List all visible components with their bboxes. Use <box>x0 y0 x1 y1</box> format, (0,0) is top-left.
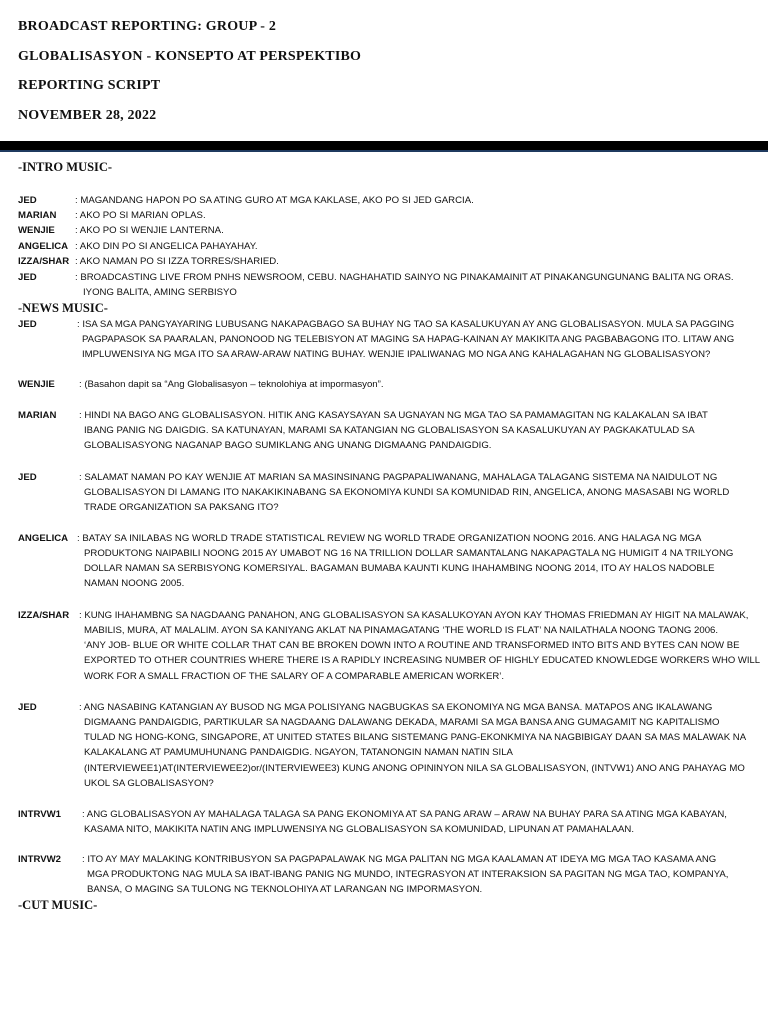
dialogue-line: : AKO NAMAN PO SI IZZA TORRES/SHARIED. <box>75 256 279 267</box>
dialogue-line: NAMAN NOONG 2005. <box>84 578 185 589</box>
dialogue-line: (INTERVIEWEE1)AT(INTERVIEWEE2)or/(INTERVIEWEE3) KUNG ANONG OPININYON NILA SA GLOBALISASYON, (INTVW1) ANO ANG PAHAYAG MO <box>84 763 745 774</box>
dialogue-line: IMPLUWENSIYA NG MGA ITO SA ARAW-ARAW NATING BUHAY. WENJIE IPALIWANAG MO NGA ANG KAHALAGAHAN NG GLOBALISASYON? <box>82 349 711 360</box>
dialogue-line: TRADE ORGANIZATION SA PAKSANG ITO? <box>84 502 279 513</box>
speaker-label: MARIAN <box>18 410 57 421</box>
dialogue-line: PAGPAPASOK SA PAARALAN, PANONOOD NG TELEBISYON AT MAGING SA HAPAG-KAINAN AY MAKIKITA ANG PAGBABAGONG ITO. LITAW ANG <box>82 334 735 345</box>
speaker-label: IZZA/SHAR <box>18 256 70 267</box>
dialogue-line: GLOBALISASYON DI LAMANG ITO NAKAKIKINABANG SA EKONOMIYA KUNDI SA KOMUNIDAD RIN, ANGELICA, ANONG MASASABI NG WORLD <box>84 487 730 498</box>
dialogue-line: : ANG GLOBALISASYON AY MAHALAGA TALAGA SA PANG EKONOMIYA AT SA PANG ARAW – ARAW NA BUHAY PARA SA ATING MGA KABAYAN, <box>82 809 727 820</box>
dialogue-line: : KUNG IHAHAMBNG SA NAGDAANG PANAHON, ANG GLOBALISASYON SA KASALUKOYAN AYON KAY THOMAS FRIEDMAN AY HIGIT NA MALAWAK, <box>79 610 749 621</box>
speaker-label: WENJIE <box>18 225 55 236</box>
dialogue-line: : MAGANDANG HAPON PO SA ATING GURO AT MGA KAKLASE, AKO PO SI JED GARCIA. <box>75 195 474 206</box>
dialogue-line: PRODUKTONG NAIPABILI NOONG 2015 AY UMABOT NG 16 NA TRILLION DOLLAR SAMANTALANG NAKAPAGTALA NG HUMIGIT 4 NA TRILYONG <box>84 548 734 559</box>
dialogue-line: GLOBALISASYONG NAGANAP BAGO SUMIKLANG ANG UNANG DIGMAANG PANDAIGDIG. <box>84 440 492 451</box>
dialogue-line: : (Basahon dapit sa “Ang Globalisasyon – teknolohiya at impormasyon”. <box>79 379 384 390</box>
dialogue-line: DOLLAR NAMAN SA SERBISYONG KOMERSIYAL. BAGAMAN BUMABA KAUNTI KUNG IHAHAMBING NOONG 2014, ITO AY HALOS NADOBLE <box>84 563 715 574</box>
dialogue-line: IBANG PANIG NG DAIGDIG. SA KATUNAYAN, MARAMI SA KATANGIAN NG GLOBALISASYON SA KASALUKUYAN AY PAGKAKATULAD SA <box>84 425 695 436</box>
dialogue-line: EXPORTED TO OTHER COUNTRIES WHERE THERE IS A RAPIDLY INCREASING NUMBER OF HIGHLY EDUCATED KNOWLEDGE WORKERS WHO WILL <box>84 655 761 666</box>
dialogue-line: KALAKALANG AT PAMUMUHUNANG PANDAIGDIG. NGAYON, TATANONGIN NAMAN NATIN SILA <box>84 747 513 758</box>
dialogue-line: : AKO PO SI MARIAN OPLAS. <box>75 210 206 221</box>
dialogue-line: : BATAY SA INILABAS NG WORLD TRADE STATISTICAL REVIEW NG WORLD TRADE ORGANIZATION NOONG 2016. ANG HALAGA NG MGA <box>77 533 702 544</box>
dialogue-line: : ISA SA MGA PANGYAYARING LUBUSANG NAKAPAGBAGO SA BUHAY NG TAO SA KASALUKUYAN AY ANG GLOBALISASYON. MULA SA PAGGING <box>77 319 735 330</box>
speaker-label: JED <box>18 702 37 713</box>
dialogue-line: : AKO PO SI WENJIE LANTERNA. <box>75 225 224 236</box>
dialogue-line: : ITO AY MAY MALAKING KONTRIBUSYON SA PAGPAPALAWAK NG MGA PALITAN NG MGA KAALAMAN AT IDEYA MG MGA TAO KASAMA ANG <box>82 854 717 865</box>
dialogue-line: : HINDI NA BAGO ANG GLOBALISASYON. HITIK ANG KASAYSAYAN SA UGNAYAN NG MGA TAO SA PAMAMAGITAN NG KALAKALAN SA IBAT <box>79 410 708 421</box>
header-divider <box>0 141 768 152</box>
dialogue-line: BANSA, O MAGING SA TULONG NG TEKNOLOHIYA AT LARANGAN NG IMPORMASYON. <box>87 884 483 895</box>
dialogue-line: : AKO DIN PO SI ANGELICA PAHAYAHAY. <box>75 241 258 252</box>
header-date: NOVEMBER 28, 2022 <box>18 108 157 123</box>
cut-music-cue: -CUT MUSIC- <box>18 898 98 912</box>
speaker-label: ANGELICA <box>18 533 69 544</box>
speaker-label: INTRVW2 <box>18 854 61 865</box>
dialogue-line: ‘ANY JOB- BLUE OR WHITE COLLAR THAT CAN BE BROKEN DOWN INTO A ROUTINE AND TRANSFORMED INTO BITS AND BYTES CAN NOW BE <box>84 640 740 651</box>
speaker-label: JED <box>18 195 37 206</box>
speaker-label: JED <box>18 319 37 330</box>
dialogue-line: MGA PRODUKTONG NAG MULA SA IBAT-IBANG PANIG NG MUNDO, INTEGRASYON AT INTERAKSION SA PAGITAN NG MGA TAO, KOMPANYA, <box>87 869 729 880</box>
speaker-label: INTRVW1 <box>18 809 61 820</box>
dialogue-line: DIGMAANG PANDAIGDIG, PARTIKULAR SA NAGDAANG DALAWANG DEKADA, MARAMI SA MGA BANSA ANG GUMAGAMIT NG KAPITALISMO <box>84 717 720 728</box>
speaker-label: MARIAN <box>18 210 57 221</box>
header-group: BROADCAST REPORTING: GROUP - 2 <box>18 19 277 34</box>
dialogue-line: WORK FOR A SMALL FRACTION OF THE SALARY OF A COMPARABLE AMERICAN WORKER’. <box>84 671 505 682</box>
dialogue-line: : BROADCASTING LIVE FROM PNHS NEWSROOM, CEBU. NAGHAHATID SAINYO NG PINAKAMAINIT AT PINAKANGUNGUNANG BALITA NG ORAS. <box>75 272 734 283</box>
header-topic: GLOBALISASYON - KONSEPTO AT PERSPEKTIBO <box>18 49 362 64</box>
intro-music-cue: -INTRO MUSIC- <box>18 160 113 174</box>
dialogue-line: UKOL SA GLOBALISASYON? <box>84 778 214 789</box>
dialogue-line: IYONG BALITA, AMING SERBISYO <box>83 287 237 298</box>
dialogue-line: : ANG NASABING KATANGIAN AY BUSOD NG MGA POLISIYANG NAGBUGKAS SA EKONOMIYA NG MGA BANSA. MATAPOS ANG IKALAWANG <box>79 702 713 713</box>
news-music-cue: -NEWS MUSIC- <box>18 301 108 315</box>
speaker-label: ANGELICA <box>18 241 69 252</box>
speaker-label: IZZA/SHAR <box>18 610 70 621</box>
dialogue-line: MABILIS, MURA, AT MALALIM. AYON SA KANIYANG AKLAT NA PINAMAGATANG ‘THE WORLD IS FLAT’ NA NAILATHALA NOONG TAONG 2006. <box>84 625 719 636</box>
dialogue-line: : SALAMAT NAMAN PO KAY WENJIE AT MARIAN SA MASINSINANG PAGPAPALIWANANG, MAHALAGA TALAGANG SISTEMA NA NAIDULOT NG <box>79 472 718 483</box>
header-script-type: REPORTING SCRIPT <box>18 78 161 93</box>
dialogue-line: KASAMA NITO, MAKIKITA NATIN ANG IMPLUWENSIYA NG GLOBALISASYON SA KOMUNIDAD, LIPUNAN AT PAMAHALAAN. <box>84 824 634 835</box>
dialogue-line: TULAD NG HONG-KONG, SINGAPORE, AT UNITED STATES BILANG SISTEMANG PANG-EKONKMIYA NA NAGBIBIGAY DAAN SA MAS MALAWAK NA <box>84 732 747 743</box>
speaker-label: WENJIE <box>18 379 55 390</box>
speaker-label: JED <box>18 272 37 283</box>
speaker-label: JED <box>18 472 37 483</box>
